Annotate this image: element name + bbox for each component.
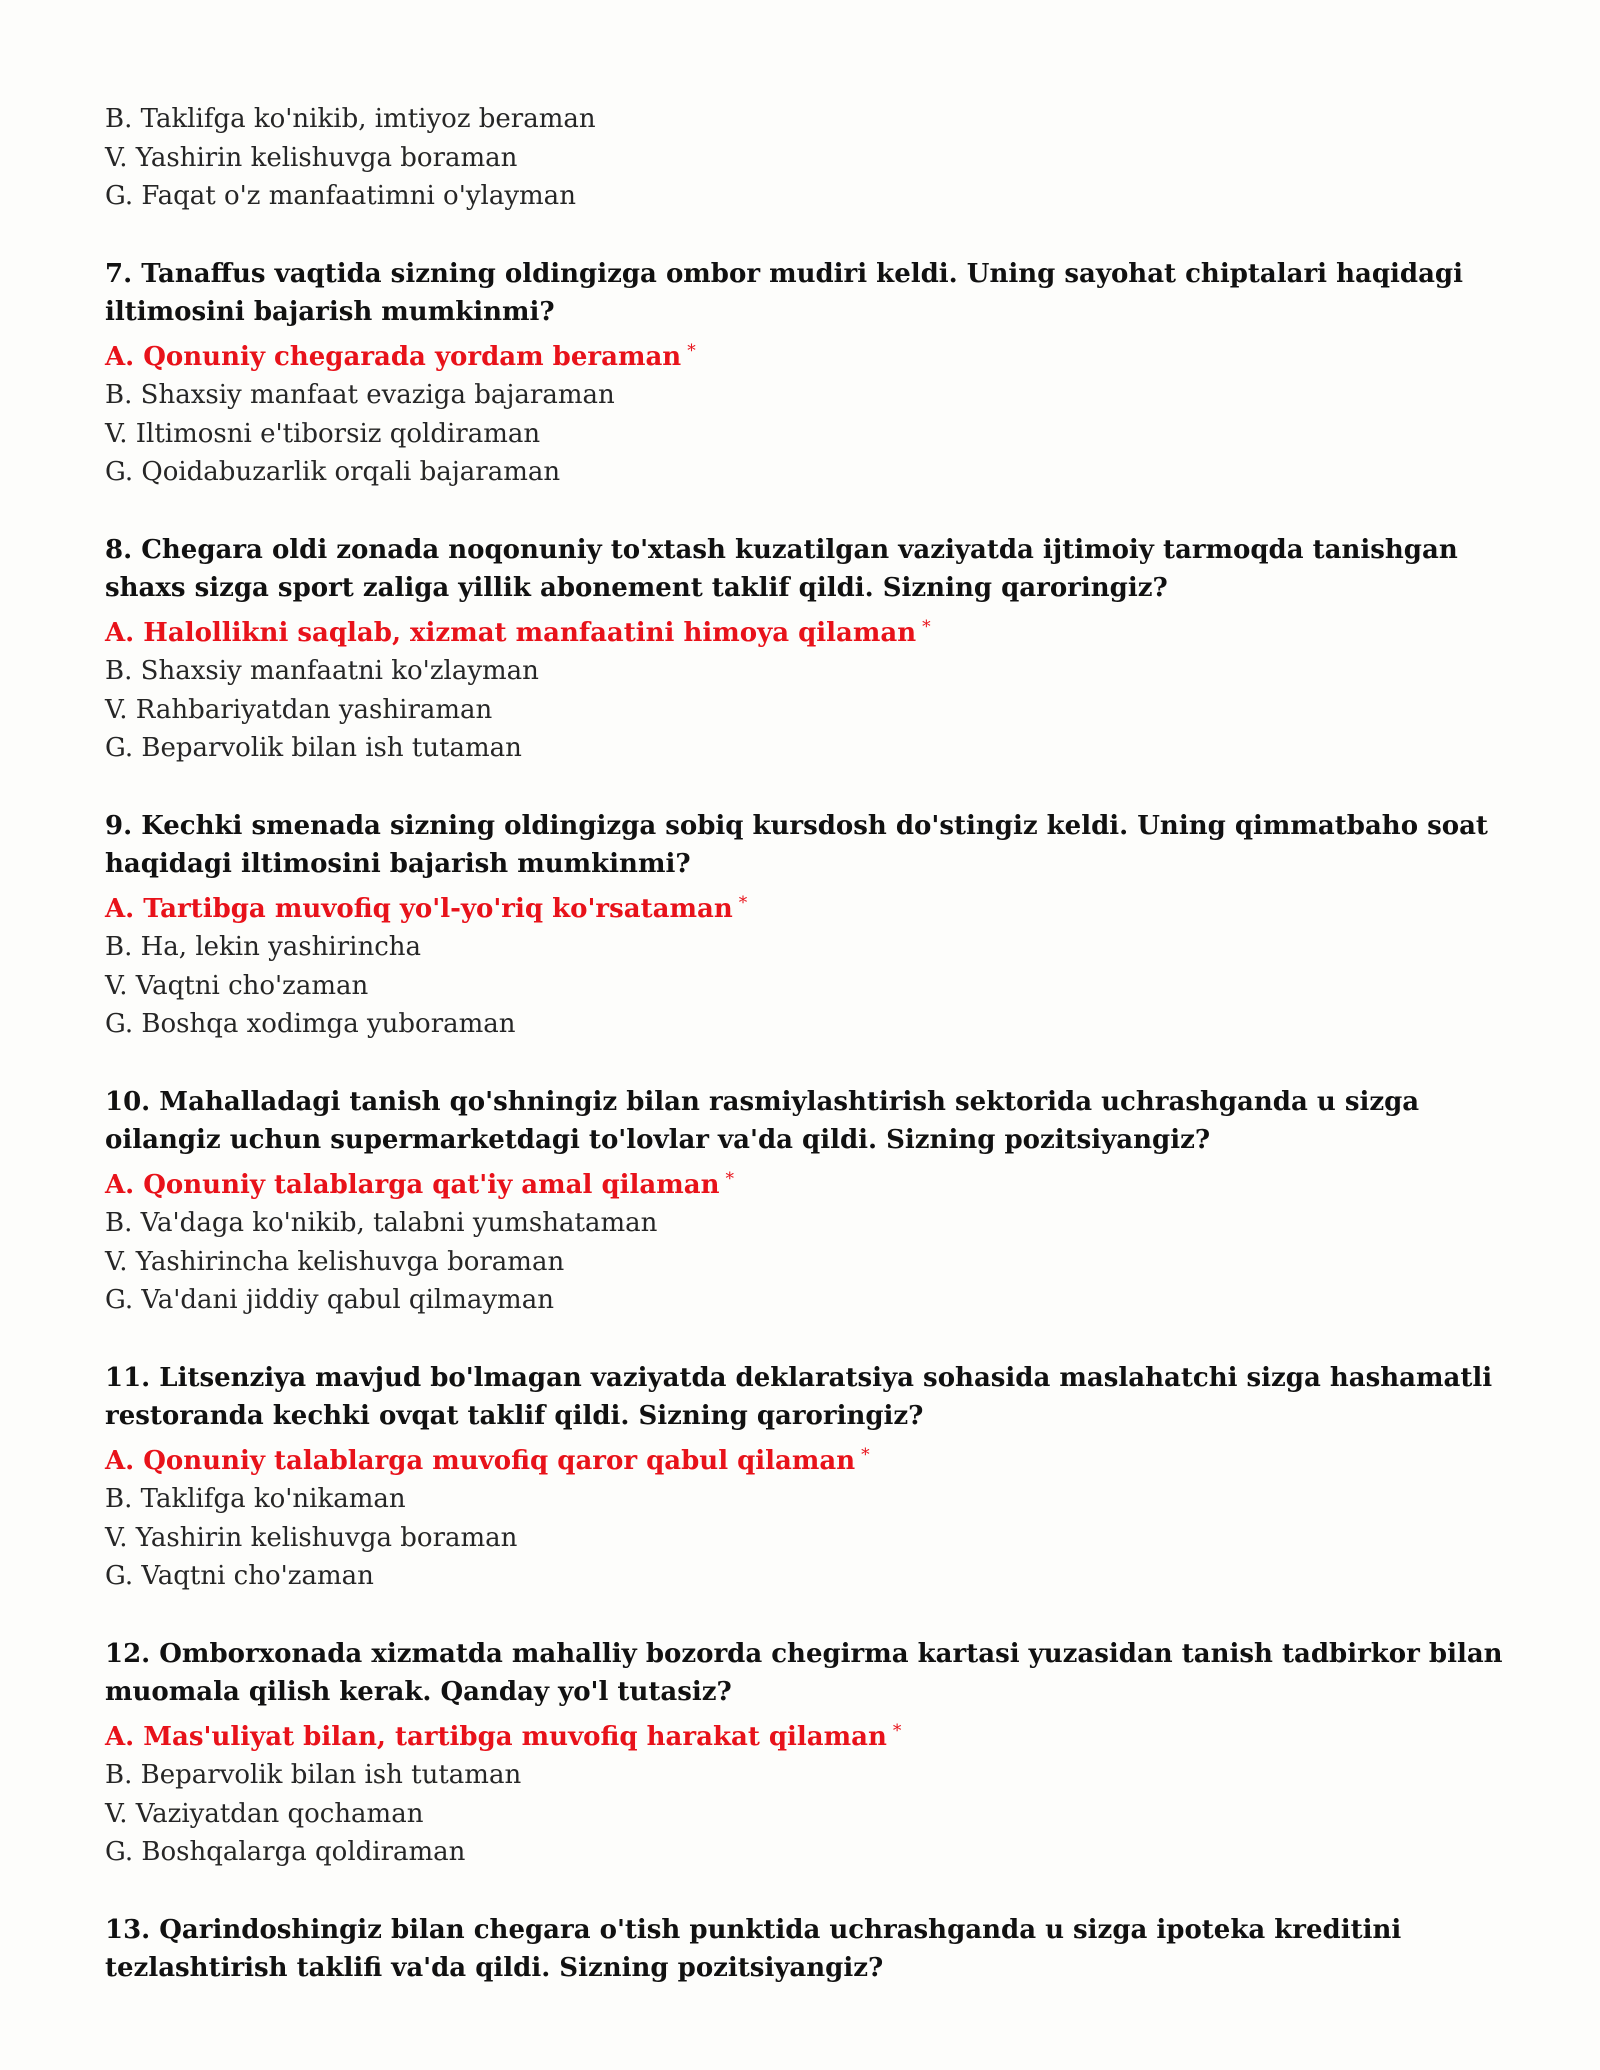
- answer-option: B. Ha, lekin yashirincha: [105, 932, 422, 962]
- correct-marker: *: [725, 1168, 734, 1189]
- answer-option: V. Rahbariyatdan yashiraman: [105, 694, 493, 725]
- correct-answer: [105, 608, 1505, 653]
- correct-answer-text: A. Tartibga muvofiq yo'l-yo'riq ko'rsataman: [105, 893, 733, 924]
- correct-answer: [105, 332, 1505, 377]
- question-title: 10. Mahalladagi tanish qo'shningiz bilan rasmiylashtirish sektorida uchrashganda u sizga oilangiz uchun supermarketdagi to'lovlar va'da qildi. Sizning pozitsiyangiz?: [105, 1086, 1420, 1155]
- correct-answer-text: A. Halollikni saqlab, xizmat manfaatini himoya qilaman: [105, 617, 917, 648]
- correct-marker: *: [738, 892, 748, 913]
- answer-option: V. Yashirin kelishuvga boraman: [105, 1522, 518, 1553]
- correct-answer-text: A. Qonuniy talablarga qat'iy amal qilaman: [105, 1169, 720, 1200]
- answer-option: V. Iltimosni e'tiborsiz qoldiraman: [105, 418, 541, 449]
- question-block: [105, 531, 1505, 768]
- correct-answer: [105, 1160, 1505, 1205]
- correct-marker: *: [861, 1444, 870, 1465]
- previous-question-options: [105, 100, 1505, 216]
- question-title: 13. Qarindoshingiz bilan chegara o'tish punktida uchrashganda u sizga ipoteka kreditini tezlashtirish taklifi va'da qildi. Sizning pozitsiyangiz?: [105, 1914, 1402, 1983]
- answer-option: V. Yashirin kelishuvga boraman: [105, 142, 518, 173]
- answer-option: B. Taklifga ko'nikib, imtiyoz beraman: [105, 104, 596, 134]
- question-title: 9. Kechki smenada sizning oldingizga sobiq kursdosh do'stingiz keldi. Uning qimmatbaho soat haqidagi iltimosini bajarish mumkinmi?: [105, 810, 1488, 879]
- answer-option: B. Taklifga ko'nikaman: [105, 1484, 406, 1514]
- answer-option: G. Va'dani jiddiy qabul qilmayman: [105, 1285, 554, 1315]
- answer-option: G. Qoidabuzarlik orqali bajaraman: [105, 457, 561, 487]
- correct-marker: *: [892, 1720, 902, 1741]
- correct-answer-text: A. Qonuniy chegarada yordam beraman: [105, 341, 682, 372]
- correct-marker: *: [922, 616, 931, 637]
- answer-option: V. Vaziyatdan qochaman: [105, 1798, 424, 1829]
- answer-option: B. Shaxsiy manfaat evaziga bajaraman: [105, 380, 615, 410]
- question-title: 7. Tanaffus vaqtida sizning oldingizga ombor mudiri keldi. Uning sayohat chiptalari haqidagi iltimosini bajarish mumkinmi?: [105, 258, 1463, 327]
- question-block: [105, 255, 1505, 492]
- correct-answer: [105, 1712, 1505, 1757]
- question-block: [105, 1911, 1505, 1988]
- correct-answer-text: A. Qonuniy talablarga muvofiq qaror qabul qilaman: [105, 1445, 856, 1476]
- question-block: [105, 1635, 1505, 1872]
- answer-option: G. Beparvolik bilan ish tutaman: [105, 733, 522, 763]
- question-block: [105, 1359, 1505, 1596]
- answer-option: B. Va'daga ko'nikib, talabni yumshataman: [105, 1208, 658, 1238]
- correct-marker: *: [687, 340, 696, 361]
- question-block: [105, 1083, 1505, 1320]
- document-page: [105, 100, 1505, 2027]
- answer-option: G. Boshqalarga qoldiraman: [105, 1837, 466, 1867]
- answer-option: V. Vaqtni cho'zaman: [105, 970, 369, 1001]
- answer-option: G. Vaqtni cho'zaman: [105, 1561, 374, 1591]
- question-block: [105, 807, 1505, 1044]
- correct-answer: [105, 1436, 1505, 1481]
- answer-option: V. Yashirincha kelishuvga boraman: [105, 1246, 565, 1277]
- question-title: 11. Litsenziya mavjud bo'lmagan vaziyatda deklaratsiya sohasida maslahatchi sizga hashamatli restoranda kechki ovqat taklif qildi. Sizning qaroringiz?: [105, 1362, 1493, 1431]
- correct-answer-text: A. Mas'uliyat bilan, tartibga muvofiq harakat qilaman: [105, 1721, 887, 1752]
- answer-option: B. Beparvolik bilan ish tutaman: [105, 1760, 522, 1790]
- question-title: 8. Chegara oldi zonada noqonuniy to'xtash kuzatilgan vaziyatda ijtimoiy tarmoqda tanishgan shaxs sizga sport zaliga yillik abonement taklif qildi. Sizning qaroringiz?: [105, 534, 1458, 603]
- correct-answer: [105, 884, 1505, 929]
- answer-option: G. Boshqa xodimga yuboraman: [105, 1009, 516, 1039]
- question-title: 12. Omborxonada xizmatda mahalliy bozorda chegirma kartasi yuzasidan tanish tadbirkor bilan muomala qilish kerak. Qanday yo'l tutasiz?: [105, 1638, 1503, 1707]
- answer-option: B. Shaxsiy manfaatni ko'zlayman: [105, 656, 539, 686]
- answer-option: G. Faqat o'z manfaatimni o'ylayman: [105, 181, 576, 211]
